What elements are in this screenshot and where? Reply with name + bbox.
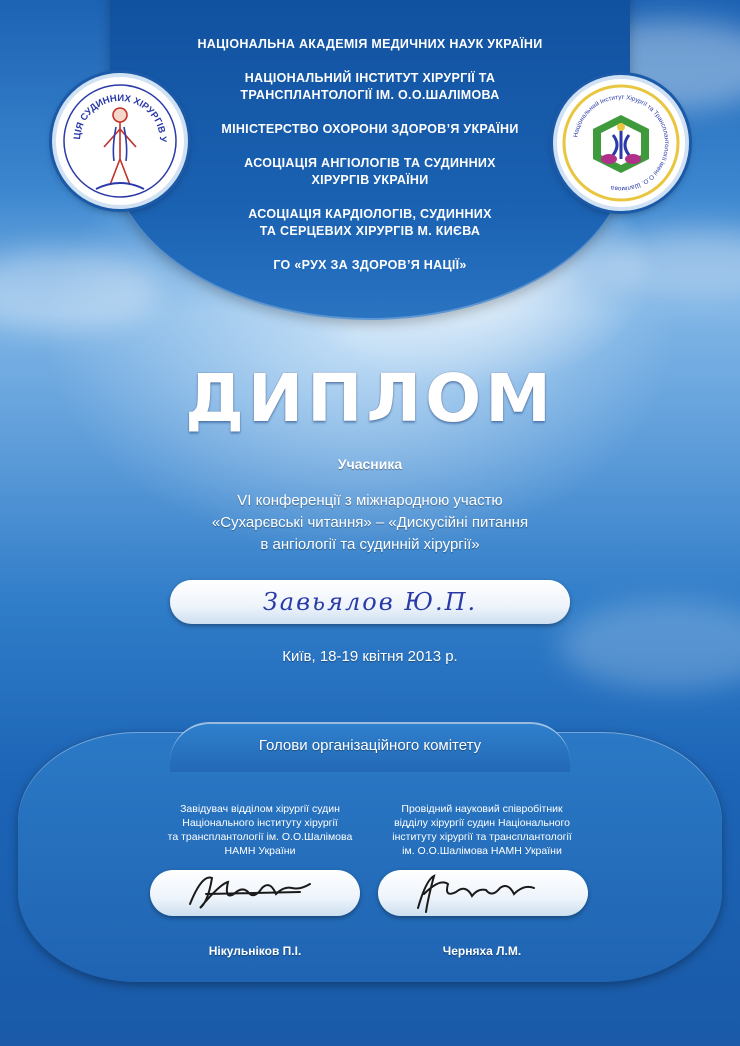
conference-line: «Сухарєвські читання» – «Дискусійні питання [211, 514, 529, 531]
conference-description [170, 490, 570, 556]
position-line: Національного інституту хірургії [182, 817, 338, 829]
position-line: ім. О.О.Шалімова НАМН України [402, 845, 562, 857]
participant-label: Учасника [337, 456, 403, 472]
cloud [560, 600, 740, 690]
left-signature [150, 864, 360, 922]
left-signer-position [150, 802, 370, 858]
committee-title: Голови організаційного комітету [258, 737, 482, 754]
conference-line: в ангіології та судинній хірургії» [260, 536, 480, 553]
right-signature [378, 864, 588, 922]
organization-name: ГО «РУХ ЗА ЗДОРОВ’Я НАЦІЇ» [273, 258, 467, 272]
organizations-list [150, 36, 590, 274]
right-signer-position [372, 802, 592, 858]
left-signer-name: Нікульніков П.І. [208, 944, 302, 958]
organization-name: НАЦІОНАЛЬНА АКАДЕМІЯ МЕДИЧНИХ НАУК УКРАЇНИ [197, 37, 543, 51]
recipient-name: Завьялов Ю.П. [262, 588, 478, 616]
right-signer-name: Черняха Л.М. [442, 944, 522, 958]
diploma-title: ДИПЛОМ [185, 360, 555, 437]
position-line: Завідувач відділом хірургії судин [180, 803, 340, 815]
organization-name: АСОЦІАЦІЯ АНГІОЛОГІВ ТА СУДИННИХ ХІРУРГІВ УКРАЇНИ [244, 156, 496, 187]
right-signature-field [378, 870, 588, 916]
cloud [600, 230, 740, 300]
organization-name: АСОЦІАЦІЯ КАРДІОЛОГІВ, СУДИННИХ ТА СЕРЦЕВИХ ХІРУРГІВ М. КИЄВА [248, 207, 492, 238]
shalimov-institute-logo [553, 75, 689, 211]
organization-name: МІНІСТЕРСТВО ОХОРОНИ ЗДОРОВ’Я УКРАЇНИ [221, 122, 519, 136]
position-line: відділу хірургії судин Національного [394, 817, 570, 829]
vascular-surgeons-association-logo [52, 73, 188, 209]
left-signature-field [150, 870, 360, 916]
position-line: Провідний науковий співробітник [401, 803, 563, 815]
position-line: та трансплантології ім. О.О.Шалімова [167, 831, 353, 843]
city-date: Київ, 18-19 квітня 2013 р. [282, 648, 458, 665]
position-line: НАМН України [224, 845, 296, 857]
recipient-name-field [170, 580, 570, 624]
logo-left-caption: ЦІЯ СУДИННИХ ХІРУРГІВ У [71, 92, 169, 143]
shalimov-institute-emblem-icon [557, 79, 685, 207]
vascular-surgeons-association-emblem-icon [56, 77, 184, 205]
organization-name: НАЦІОНАЛЬНИЙ ІНСТИТУТ ХІРУРГІЇ ТА ТРАНСПЛАНТОЛОГІЇ ІМ. О.О.ШАЛІМОВА [240, 71, 500, 102]
logo-right-caption: Національний Інститут Хірургії та Трансплантології імені О.О. Шалімова [572, 93, 671, 193]
position-line: інституту хірургії та трансплантології [392, 831, 572, 843]
cloud [0, 250, 160, 330]
conference-line: VI конференції з міжнародною участю [237, 492, 503, 509]
